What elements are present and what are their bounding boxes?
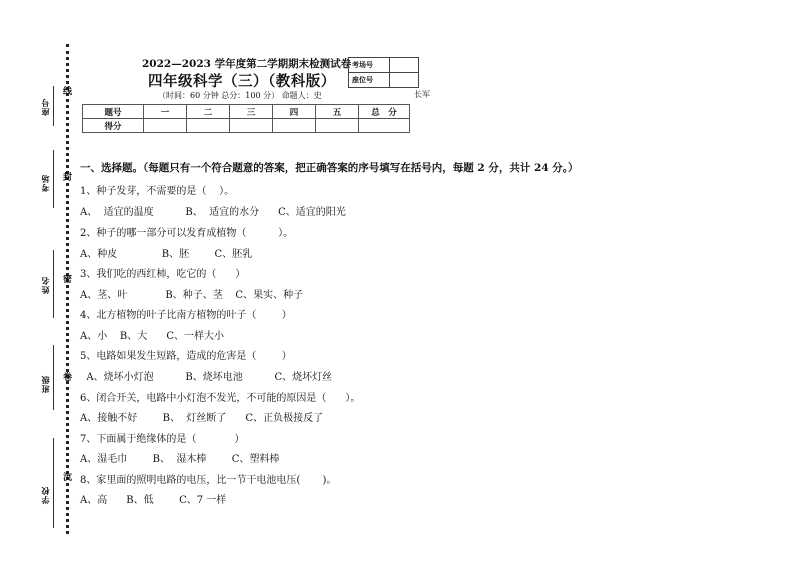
class-label: 班级 — [40, 375, 50, 393]
name-label: 姓名 — [40, 276, 50, 294]
exam-room-number-label: 考场号 — [349, 58, 390, 73]
exam-room-label: 考场 — [40, 174, 50, 192]
score-cell — [144, 119, 187, 133]
seat-number-cell — [390, 73, 419, 88]
seal-char-paper: 卷 — [63, 373, 73, 383]
score-cell — [359, 119, 410, 133]
score-header-total: 总 分 — [359, 105, 410, 119]
question-7: 7、下面属于绝缘体的是（ ） — [80, 434, 245, 445]
seat-number-fill-line — [53, 86, 54, 126]
seal-char-seal: 封 — [63, 173, 73, 183]
school-label: 学校 — [40, 486, 50, 504]
score-cell — [230, 119, 273, 133]
question-6-options: A、接触不好 B、 灯丝断了 C、正负极接反了 — [80, 413, 324, 424]
score-header-4: 四 — [273, 105, 316, 119]
seat-number-label: 座号 — [40, 98, 50, 116]
exam-year-title: 2022—2023 学年度第二学期期末检测试卷 — [142, 58, 352, 70]
score-cell — [273, 119, 316, 133]
seal-char-bottom: 沆 — [63, 473, 73, 483]
score-table — [82, 104, 410, 133]
question-4: 4、北方植物的叶子比南方植物的叶子（ ） — [80, 310, 292, 321]
score-table-header-row — [83, 105, 410, 119]
seal-char-secret: 密 — [63, 275, 73, 285]
seal-char-line: 线 — [63, 87, 73, 97]
question-2: 2、种子的哪一部分可以发育成植物（ ）。 — [80, 228, 294, 239]
exam-room-fill-line — [53, 150, 54, 208]
score-header-5: 五 — [316, 105, 359, 119]
score-cell — [316, 119, 359, 133]
question-2-options: A、种皮 B、胚 C、胚乳 — [80, 249, 253, 260]
question-3-options: A、茎、叶 B、种子、茎 C、果实、种子 — [80, 290, 304, 301]
score-header-3: 三 — [230, 105, 273, 119]
binding-dotted-line — [66, 44, 69, 534]
seat-number-box-label: 座位号 — [349, 73, 390, 88]
score-header-2: 二 — [187, 105, 230, 119]
score-cell — [187, 119, 230, 133]
score-header-question: 题号 — [83, 105, 144, 119]
question-5: 5、电路如果发生短路，造成的危害是（ ） — [80, 351, 292, 362]
section-1-title: 一、选择题。（每题只有一个符合题意的答案，把正确答案的序号填写在括号内，每题 2 分，共计 24 分。） — [80, 162, 579, 174]
question-8: 8、家里面的照明电路的电压，比一节干电池电压( )。 — [80, 475, 337, 486]
question-6: 6、闭合开关，电路中小灯泡不发光，不可能的原因是（ ）。 — [80, 393, 361, 404]
class-fill-line — [53, 345, 54, 410]
question-7-options: A、湿毛巾 B、 湿木棒 C、塑料棒 — [80, 454, 280, 465]
question-8-options: A、高 B、低 C、7 一样 — [80, 495, 227, 506]
name-fill-line — [53, 250, 54, 318]
exam-main-title: 四年级科学（三）（教科版） — [148, 73, 336, 90]
id-box — [348, 57, 419, 88]
exam-room-number-cell — [390, 58, 419, 73]
question-3: 3、我们吃的西红柿，吃它的（ ） — [80, 269, 246, 280]
exam-info-line: （时间：60 分钟 总分：100 分） 命题人：史 — [158, 91, 322, 100]
author-name-tail: 长军 — [414, 90, 430, 99]
score-table-score-row — [83, 119, 410, 133]
question-1-options: A、 适宜的温度 B、 适宜的水分 C、适宜的阳光 — [80, 207, 346, 218]
school-fill-line — [53, 438, 54, 528]
score-row-label: 得分 — [83, 119, 144, 133]
question-5-options: A、烧坏小灯泡 B、烧坏电池 C、烧坏灯丝 — [80, 372, 333, 383]
score-header-1: 一 — [144, 105, 187, 119]
question-4-options: A、小 B、大 C、一样大小 — [80, 331, 225, 342]
question-1: 1、种子发芽，不需要的是（ ）。 — [80, 186, 235, 197]
